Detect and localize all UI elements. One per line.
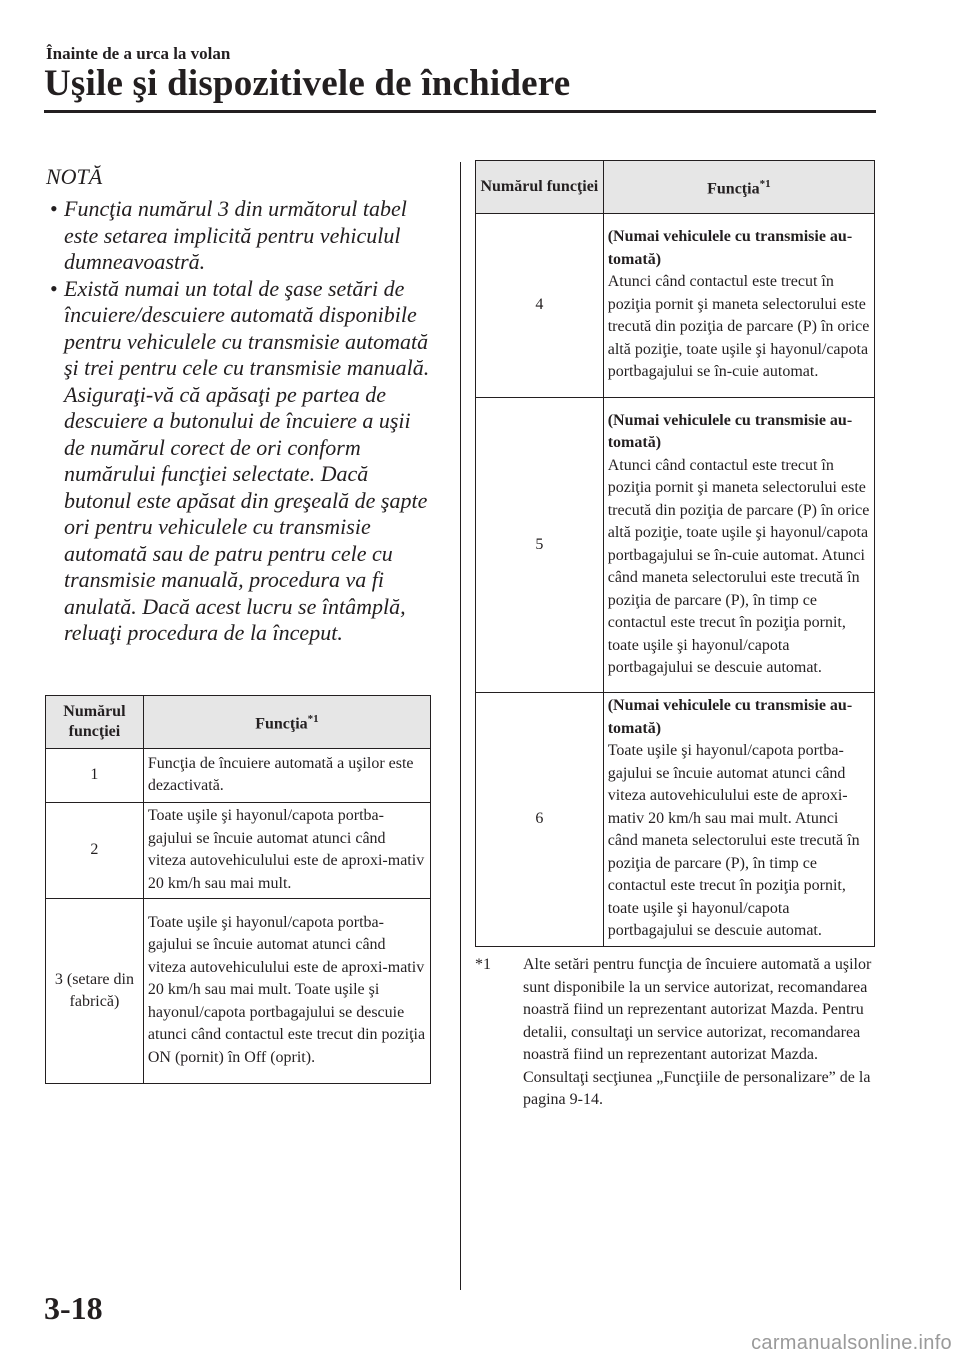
page-title: Uşile şi dispozitivele de închidere xyxy=(44,63,571,104)
footnote-text: Alte setări pentru funcţia de încuiere automată a uşilor sunt disponibile la un service autorizat, recomandarea noastră fiind un reprezentant autorizat Mazda. Pentru detalii, consultaţi un service autorizat, recomandarea noastră fiind un reprezentant autorizat Mazda. Consultaţi secţiunea „Funcţiile de personalizare” de la pagina 9-14. xyxy=(523,956,872,1108)
function-condition: (Numai vehiculele cu transmisie au-tomată) xyxy=(607,411,853,451)
note-item xyxy=(46,276,436,647)
table-row xyxy=(476,693,875,947)
function-text: Atunci când contactul este trecut în poziţia pornit şi maneta selectorului este trecută din poziţia de parcare (P) în orice altă poziţie, toate uşile şi hayonul/capota portbagajului se în-cuie automat. Atunci când maneta selectorului este trecută în poziţia de parcare (P), în timp ce contactul este trecut în poziţia pornit, toate uşile şi hayonul/capota portbagajului se descuie automat. xyxy=(607,456,870,676)
bullet-icon: • xyxy=(50,196,58,221)
header-function-label: Funcţia xyxy=(255,715,308,733)
function-description xyxy=(603,693,874,947)
table-row xyxy=(476,214,875,398)
footnote xyxy=(475,954,875,1112)
table-row xyxy=(46,803,431,899)
function-number: 1 xyxy=(46,749,144,803)
function-text: Atunci când contactul este trecut în poziţia pornit şi maneta selectorului este trecută din poziţia de parcare (P) în orice altă poziţie, toate uşile şi hayonul/capota portbagajului se în-cuie automat. xyxy=(607,273,870,381)
page-number: 3-18 xyxy=(44,1290,103,1326)
header-function xyxy=(603,161,874,214)
header-number: Numărul funcţiei xyxy=(476,161,604,214)
bullet-icon: • xyxy=(50,275,58,301)
table-row xyxy=(46,749,431,803)
function-number: 4 xyxy=(476,214,604,398)
table-row xyxy=(46,899,431,1084)
table-header-row xyxy=(46,696,431,749)
function-number: 6 xyxy=(476,693,604,947)
note-item-text: Funcţia numărul 3 din următorul tabel este setarea implicită pentru vehiculul dumneavoastră. xyxy=(64,196,407,274)
watermark: carmanualsonline.info xyxy=(751,1332,952,1354)
note-item xyxy=(46,196,436,276)
function-condition: (Numai vehiculele cu transmisie au-tomată) xyxy=(607,228,853,268)
note-heading: NOTĂ xyxy=(46,164,103,189)
note-item-text: Există numai un total de şase setări de încuiere/descuiere automată disponibile pentru vehiculele cu transmisie automată şi trei pentru cele cu transmisie manuală. Asiguraţi-vă că apăsaţi pe partea de descuiere a butonului de încuiere a uşii de numărul corect de ori conform numărului funcţiei selectate. Dacă butonul este apăsat din greşeală de şapte ori pentru vehiculele cu transmisie automată sau de patru pentru cele cu transmisie manuală, procedura va fi anulată. Dacă acest lucru se întâmplă, reluaţi procedura de la început. xyxy=(64,275,430,645)
footnote-marker: *1 xyxy=(475,956,491,973)
function-description: Funcţia de încuiere automată a uşilor este dezactivată. xyxy=(143,749,430,803)
function-description xyxy=(603,398,874,693)
header-function xyxy=(143,696,430,749)
section-label: Înainte de a urca la volan xyxy=(46,44,231,63)
column-divider xyxy=(460,162,461,1290)
footnote-ref: *1 xyxy=(759,178,771,191)
function-text: Toate uşile şi hayonul/capota portba-gajului se încuie automat atunci când viteza autovehiculului este de aproxi-mativ 20 km/h sau mai mult. Atunci când maneta selectorului este trecută în poziţia de parcare (P), în timp ce contactul este trecut în poziţia pornit, toate uşile şi hayonul/capota portbagajului se descuie automat. xyxy=(607,742,860,939)
table-row xyxy=(476,398,875,693)
footnote-ref: *1 xyxy=(307,713,319,726)
header-function-label: Funcţia xyxy=(707,180,760,198)
function-description xyxy=(603,214,874,398)
table-header-row xyxy=(476,161,875,214)
header-number: Numărul funcţiei xyxy=(46,696,144,749)
function-condition: (Numai vehiculele cu transmisie au-tomată) xyxy=(607,697,853,737)
function-table-left xyxy=(45,695,431,1084)
note-list xyxy=(46,196,436,647)
function-number: 3 (setare din fabrică) xyxy=(46,899,144,1084)
header-divider xyxy=(44,110,876,113)
function-description: Toate uşile şi hayonul/capota portba-gajului se încuie automat atunci când viteza autovehiculului este de aproxi-mativ 20 km/h sau mai mult. Toate uşile şi hayonul/capota portbagajului se descuie atunci când contactul este trecut din poziţia ON (pornit) în Off (oprit). xyxy=(143,899,430,1084)
function-table-right xyxy=(475,160,875,947)
function-number: 2 xyxy=(46,803,144,899)
function-number: 5 xyxy=(476,398,604,693)
function-description: Toate uşile şi hayonul/capota portba-gajului se încuie automat atunci când viteza autovehiculului este de aproxi-mativ 20 km/h sau mai mult. xyxy=(143,803,430,899)
